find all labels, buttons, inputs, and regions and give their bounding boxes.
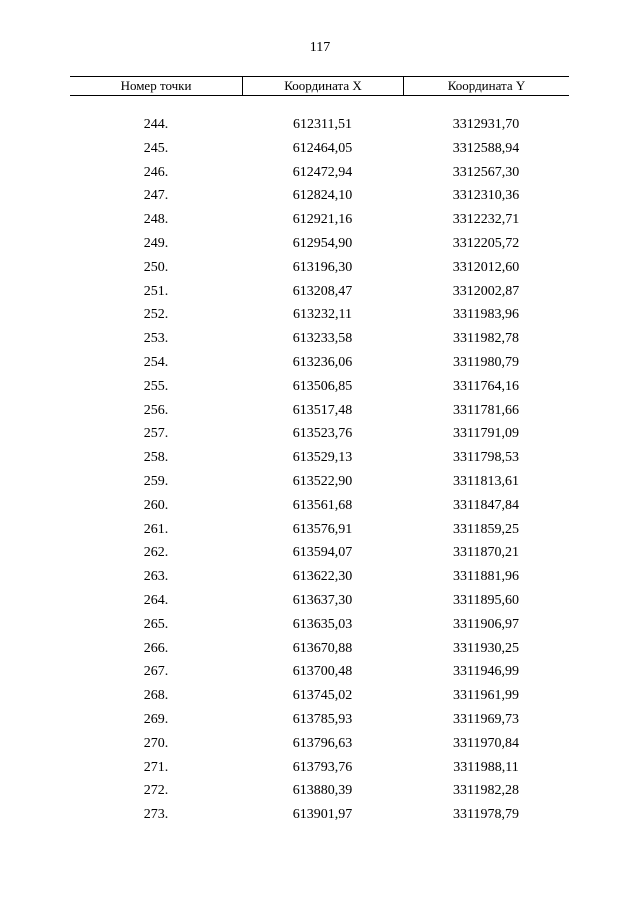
coordinate-y-cell: 3312588,94	[452, 140, 520, 156]
point-number-cell: 262.	[143, 545, 169, 561]
table-row	[70, 637, 569, 661]
coordinate-y-cell: 3311961,99	[453, 688, 519, 704]
point-number-cell: 246.	[143, 164, 169, 180]
table-row	[70, 518, 569, 542]
coordinate-x-cell: 613901,97	[292, 807, 353, 823]
coordinate-x-cell: 613635,03	[292, 616, 353, 632]
point-number-cell: 248.	[143, 212, 169, 228]
coordinate-x-cell: 612464,05	[292, 140, 353, 156]
coordinate-y-cell: 3311895,60	[453, 592, 519, 608]
coordinate-x-cell: 612311,51	[293, 117, 352, 132]
point-number-cell: 249.	[143, 235, 169, 251]
table-row	[70, 256, 569, 280]
table-row	[70, 303, 569, 327]
coordinate-x-cell: 613700,48	[292, 664, 353, 680]
coordinate-x-cell: 613622,30	[292, 569, 353, 585]
table-row	[70, 280, 569, 304]
coordinate-x-cell: 612921,16	[292, 212, 353, 228]
table-row	[70, 708, 569, 732]
coordinate-y-cell: 3311983,96	[453, 307, 519, 323]
coordinate-x-cell: 613517,48	[292, 402, 353, 418]
table-row	[70, 779, 569, 803]
table-row	[70, 803, 569, 827]
table-row	[70, 113, 569, 137]
point-number-cell: 254.	[143, 354, 169, 370]
point-number-cell: 253.	[143, 331, 169, 347]
point-number-cell: 247.	[143, 188, 169, 204]
coordinate-y-cell: 3311881,96	[453, 569, 519, 585]
coordinate-y-cell: 3311791,09	[453, 426, 519, 442]
table-row	[70, 208, 569, 232]
coordinate-x-cell: 613637,30	[292, 592, 353, 608]
point-number-cell: 264.	[143, 592, 169, 608]
table-row	[70, 422, 569, 446]
coordinate-y-cell: 3312931,70	[452, 117, 520, 132]
coordinate-y-cell: 3312567,30	[452, 164, 520, 180]
coordinate-y-cell: 3311980,79	[453, 354, 519, 370]
point-number-cell: 263.	[143, 569, 169, 585]
table-row	[70, 470, 569, 494]
table-row	[70, 660, 569, 684]
point-number-cell: 265.	[143, 616, 169, 632]
table-body	[70, 113, 569, 827]
coordinate-x-cell: 613523,76	[292, 426, 353, 442]
table-row	[70, 732, 569, 756]
point-number-cell: 271.	[143, 759, 169, 775]
coordinate-x-cell: 613196,30	[292, 259, 353, 275]
coordinate-y-cell: 3311870,21	[453, 545, 519, 561]
table-row	[70, 756, 569, 780]
coordinate-x-cell: 613522,90	[292, 473, 353, 489]
coordinate-y-cell: 3311906,97	[453, 616, 519, 632]
coordinate-y-cell: 3311982,28	[453, 783, 519, 799]
page-number: 117	[309, 40, 331, 55]
point-number-cell: 250.	[143, 259, 169, 275]
table-row	[70, 161, 569, 185]
point-number-cell: 244.	[143, 117, 169, 132]
table-row	[70, 589, 569, 613]
point-number-cell: 268.	[143, 688, 169, 704]
point-number-cell: 258.	[143, 450, 169, 466]
table-row	[70, 494, 569, 518]
coordinate-x-cell: 613208,47	[292, 283, 353, 299]
point-number-cell: 270.	[143, 735, 169, 751]
coordinate-x-cell: 613529,13	[292, 450, 353, 466]
coordinate-y-cell: 3311930,25	[453, 640, 519, 656]
point-number-cell: 256.	[143, 402, 169, 418]
point-number-cell: 260.	[143, 497, 169, 513]
header-point-number: Номер точки	[120, 78, 192, 93]
coordinate-y-cell: 3311781,66	[453, 402, 519, 418]
coordinate-y-cell: 3312012,60	[452, 259, 520, 275]
coordinate-y-cell: 3311969,73	[453, 711, 519, 727]
coordinate-y-cell: 3311764,16	[453, 378, 519, 394]
coordinate-y-cell: 3312232,71	[452, 212, 520, 228]
coordinate-y-cell: 3311859,25	[453, 521, 519, 537]
coordinate-y-cell: 3311847,84	[453, 497, 519, 513]
coordinate-y-cell: 3311978,79	[453, 807, 519, 823]
table-row	[70, 327, 569, 351]
coordinate-x-cell: 612954,90	[292, 235, 353, 251]
coordinate-x-cell: 613233,58	[292, 331, 353, 347]
coordinate-x-cell: 613232,11	[293, 307, 352, 323]
point-number-cell: 245.	[143, 140, 169, 156]
point-number-cell: 257.	[143, 426, 169, 442]
table-row	[70, 565, 569, 589]
point-number-cell: 269.	[143, 711, 169, 727]
coordinate-x-cell: 613670,88	[292, 640, 353, 656]
point-number-cell: 266.	[143, 640, 169, 656]
coordinate-x-cell: 613796,63	[292, 735, 353, 751]
point-number-cell: 273.	[143, 807, 169, 823]
point-number-cell: 259.	[143, 473, 169, 489]
table-row	[70, 184, 569, 208]
coordinate-x-cell: 613506,85	[292, 378, 353, 394]
table-row	[70, 541, 569, 565]
point-number-cell: 261.	[143, 521, 169, 537]
coordinate-y-cell: 3311988,11	[453, 759, 519, 775]
table-row	[70, 137, 569, 161]
table-row	[70, 399, 569, 423]
coordinates-table	[70, 76, 569, 827]
table-header	[70, 76, 569, 96]
table-row	[70, 351, 569, 375]
point-number-cell: 251.	[143, 283, 169, 299]
coordinate-x-cell: 613576,91	[292, 521, 353, 537]
coordinate-y-cell: 3311946,99	[453, 664, 519, 680]
coordinate-x-cell: 613594,07	[292, 545, 353, 561]
coordinate-y-cell: 3312205,72	[452, 235, 520, 251]
coordinate-x-cell: 612824,10	[292, 188, 353, 204]
coordinate-y-cell: 3311813,61	[453, 473, 519, 489]
coordinate-x-cell: 613236,06	[292, 354, 353, 370]
header-coordinate-x: Координата X	[242, 77, 403, 95]
point-number-cell: 267.	[143, 664, 169, 680]
table-row	[70, 613, 569, 637]
table-row	[70, 232, 569, 256]
coordinate-y-cell: 3312002,87	[452, 283, 520, 299]
coordinate-x-cell: 613880,39	[292, 783, 353, 799]
header-coordinate-y: Координата Y	[403, 77, 569, 95]
coordinate-x-cell: 613745,02	[292, 688, 353, 704]
point-number-cell: 255.	[143, 378, 169, 394]
table-row	[70, 446, 569, 470]
coordinate-y-cell: 3311970,84	[453, 735, 519, 751]
point-number-cell: 252.	[143, 307, 169, 323]
coordinate-x-cell: 613793,76	[292, 759, 353, 775]
coordinate-y-cell: 3312310,36	[452, 188, 520, 204]
coordinate-y-cell: 3311798,53	[453, 450, 519, 466]
coordinate-x-cell: 612472,94	[292, 164, 353, 180]
coordinate-x-cell: 613561,68	[292, 497, 353, 513]
coordinate-y-cell: 3311982,78	[453, 331, 519, 347]
coordinate-x-cell: 613785,93	[292, 711, 353, 727]
table-row	[70, 375, 569, 399]
table-row	[70, 684, 569, 708]
point-number-cell: 272.	[143, 783, 169, 799]
